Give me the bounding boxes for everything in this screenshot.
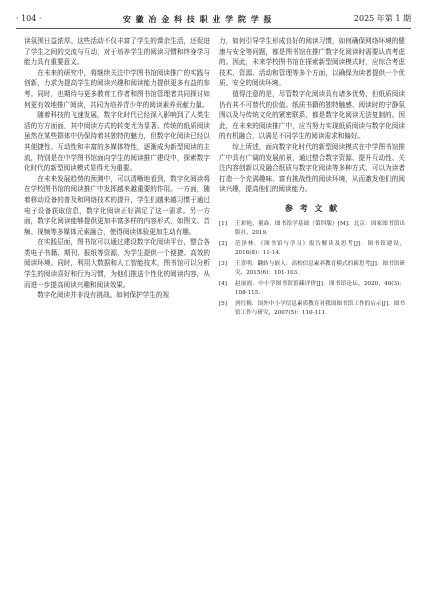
body-paragraph: 力，如何引导学生形成良好的阅读习惯，如何确保网络环境的健康与安全等问题，都是图书馆在推广数字化阅读时需要认真考虑的。因此，未来学校图书馆在探索新型阅读模式时，应综合考虑技术、资源、活动和管理等多个方面，以确保为读者提供一个优质、安全的阅读环境。 xyxy=(219,37,405,88)
reference-item xyxy=(219,240,405,258)
body-paragraph: 在实践层面，图书馆可以通过建设数字化阅读平台，整合各类电子书籍、期刊、报纸等资源，为学生提供一个便捷、高效的阅读环境。同时，利用大数据和人工智能技术，图书馆可以分析学生的阅读喜好和行为习惯，为他们推送个性化的阅读内容，从而进一步提高阅读兴趣和阅读效果。 xyxy=(24,238,210,289)
body-paragraph: 读氛围日益浓厚。这些活动不仅丰富了学生的课余生活，还促进了学生之间的交流与互动，对于培养学生的阅读习惯和终身学习能力具有重要意义。 xyxy=(24,37,210,67)
reference-number: [5] xyxy=(219,300,227,307)
issue-label: 2025 年第 1 期 xyxy=(353,14,411,23)
reference-number: [3] xyxy=(219,260,227,267)
references-heading: 参 考 文 献 xyxy=(284,202,340,213)
body-paragraph: 随着科技的飞速发展，数字化时代已经深入影响到了人类生活的方方面面，其中阅读方式的转变尤为显著。传统的纸质阅读虽然在某些群体中仍保持着其独特的魅力，但数字化阅读已经以其便捷性、互动性和丰富的多媒体特性，逐渐成为新型阅读的主流，特别是在中学图书馆面向学生的阅读推广建设中，探索数字化时代的新型阅读模式显得尤为重要。 xyxy=(24,111,210,173)
reference-item xyxy=(219,280,405,298)
right-column xyxy=(219,36,405,320)
journal-title: 安 徽 冶 金 科 技 职 业 学 院 学 报 xyxy=(122,14,273,24)
reference-text: 唐红梅．国外中小学信息素质教育对我国图书馆工作的启示[J]．图书馆工作与研究，2007(5)：110-111． xyxy=(235,300,405,316)
body-paragraph: 在未来发展趋势的预测中，可以清晰地看到，数字化阅读将在学校图书馆的阅读推广中发挥越来越重要的作用。一方面，随着移动设备的普及和网络技术的提升，学生们越来越习惯于通过电子设备获取信息，数字化阅读正好满足了这一需求。另一方面，数字化阅读能够提供更加丰富多样的内容形式，如图文、音频、视频等多媒体元素融合，使得阅读体验更加生动有趣。 xyxy=(24,174,210,236)
body-paragraph: 在未来的研究中，将继续关注中学图书馆阅读推广的实践与创新，力求为提高学生的阅读兴趣和阅读能力提供更多有益的参考。同时，也期待与更多教育工作者和图书馆管理者共同探讨如何更有效地推广阅读，共同为培养青少年的阅读素养贡献力量。 xyxy=(24,68,210,109)
running-header xyxy=(16,12,411,26)
reference-text: 王彩艳，董焱．图书馆学基础（第四版）[M]．北京：国家图书馆出版社，2019． xyxy=(235,220,405,236)
body-paragraph: 值得注意的是，尽管数字化阅读具有诸多优势，但纸质阅读仍有其不可替代的价值。纸质书籍的独特触感、阅读时的宁静氛围以及与传统文化的紧密联系，都是数字化阅读无法复制的。因此，在未来的阅读推广中，应当努力实现纸质阅读与数字化阅读的有机融合，以满足不同学生的阅读需求和偏好。 xyxy=(219,89,405,141)
reference-item xyxy=(219,300,405,318)
reference-number: [4] xyxy=(219,280,227,287)
body-paragraph: 综上所述，面向数字化时代的新型阅读模式在中学图书馆推广中具有广阔的发展前景，通过整合数字资源、提升互动性、关注内容创新以及融合纸质与数字化阅读等多种方式，可以为读者打造一个充满趣味、富有挑战性的阅读环境，从而激发他们的阅读兴趣，提高他们的阅读能力。 xyxy=(219,142,405,194)
body-paragraph: 数字化阅读并非没有挑战。如何保护学生的视 xyxy=(37,291,170,300)
left-column xyxy=(24,36,210,301)
reference-text: 王喜明．翻转与嵌入：高校信息素养教育模式的新思考[J]．图书馆研究，2015(6)：101-103． xyxy=(235,260,405,276)
reference-text: 范泽林．《图书馆与学习》报告解读及思考[J]．图书馆建设，2016(8)：11-14． xyxy=(235,240,405,256)
reference-number: [1] xyxy=(219,220,227,227)
reference-number: [2] xyxy=(219,240,227,247)
reference-text: 赵丽霞．中小学图书馆馆藏评价[J]．图书馆论坛，2020，40(3)：108-115． xyxy=(235,280,405,296)
reference-item xyxy=(219,220,405,238)
reference-item xyxy=(219,260,405,278)
page-number: · 104 · xyxy=(16,14,42,23)
reference-list xyxy=(219,220,405,318)
header-rule xyxy=(16,28,411,29)
